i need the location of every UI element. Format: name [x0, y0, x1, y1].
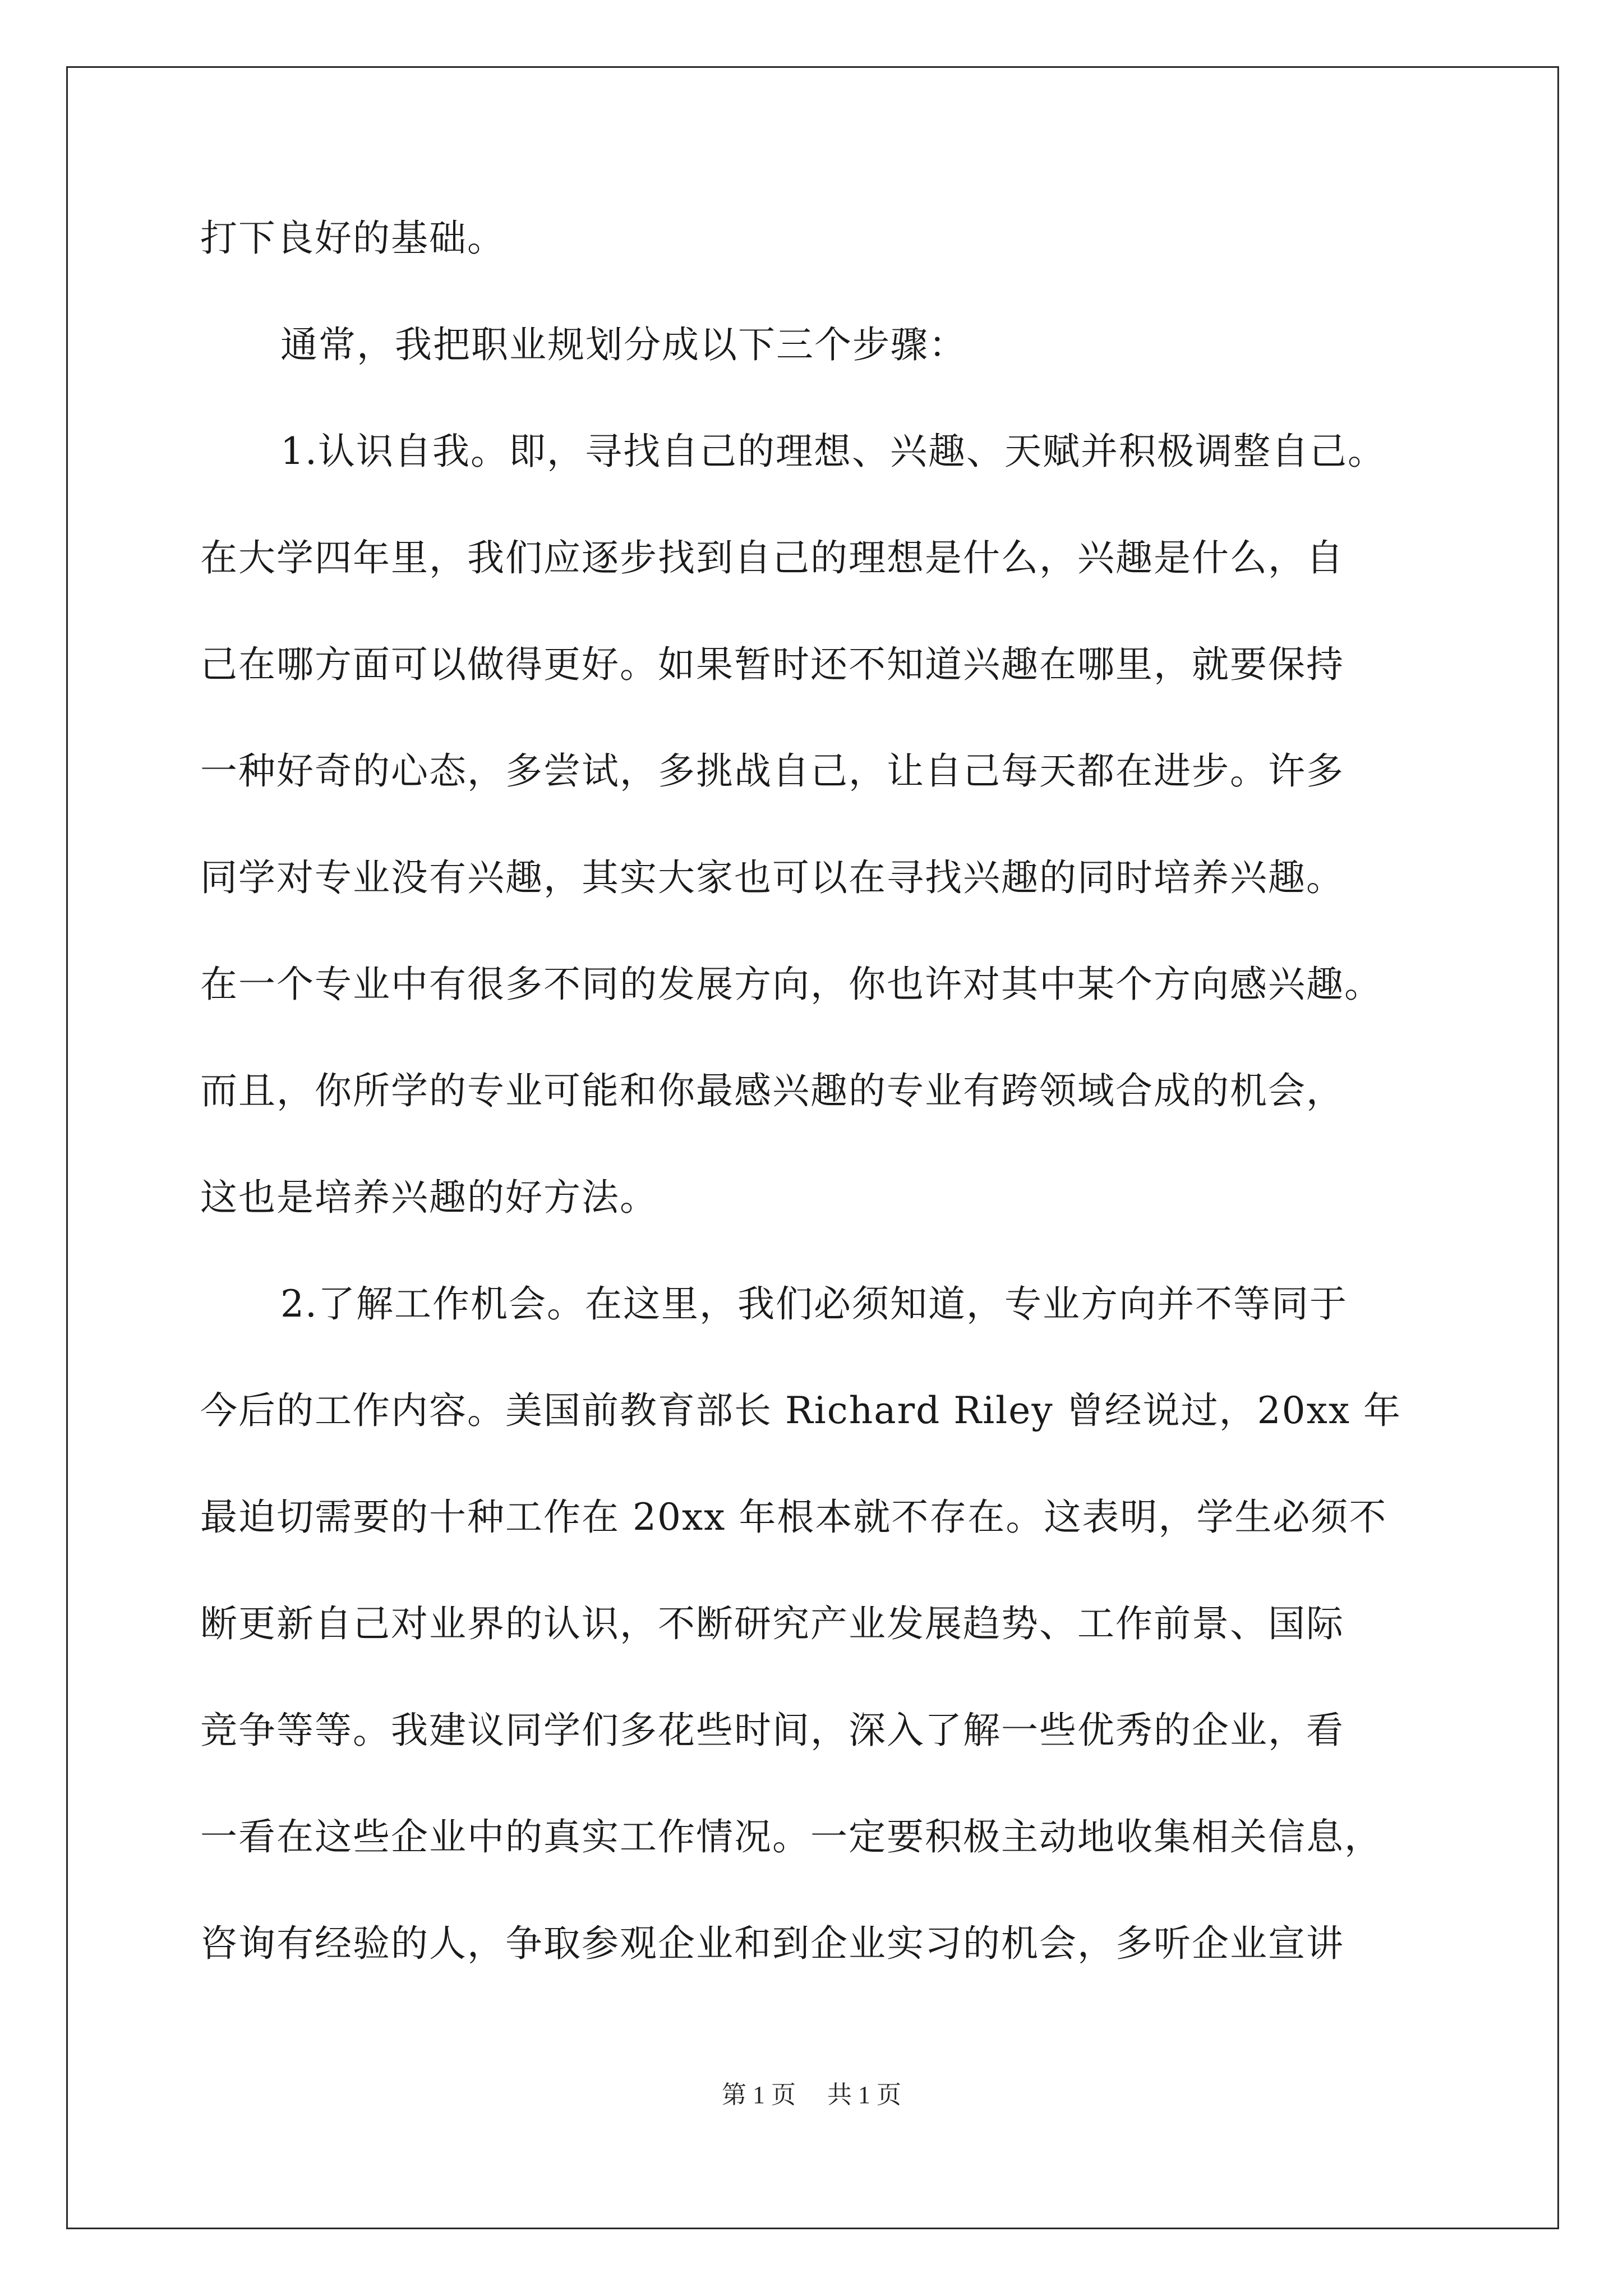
- paragraph-line: 竞争等等。我建议同学们多花些时间，深入了解一些优秀的企业，看: [200, 1709, 1344, 1752]
- paragraph-line: 在大学四年里，我们应逐步找到自己的理想是什么，兴趣是什么，自: [200, 536, 1344, 579]
- paragraph-line: 一种好奇的心态，多尝试，多挑战自己，让自己每天都在进步。许多: [200, 749, 1344, 793]
- page-number-current: 第 1 页: [722, 2081, 796, 2109]
- paragraph-line: 在一个专业中有很多不同的发展方向，你也许对其中某个方向感兴趣。: [200, 963, 1382, 1006]
- paragraph-line: 一看在这些企业中的真实工作情况。一定要积极主动地收集相关信息，: [200, 1815, 1382, 1858]
- paragraph-line: 断更新自己对业界的认识，不断研究产业发展趋势、工作前景、国际: [200, 1602, 1344, 1645]
- page-number-total: 共 1 页: [827, 2081, 901, 2109]
- paragraph-line: 咨询有经验的人，争取参观企业和到企业实习的机会，多听企业宣讲: [200, 1922, 1344, 1965]
- page-border: [66, 66, 1559, 2229]
- paragraph-line: 1.认识自我。即，寻找自己的理想、兴趣、天赋并积极调整自己。: [280, 430, 1386, 473]
- paragraph-line: 今后的工作内容。美国前教育部长 Richard Riley 曾经说过，20xx 年: [200, 1389, 1402, 1432]
- paragraph-line: 打下良好的基础。: [200, 217, 505, 260]
- paragraph-line: 己在哪方面可以做得更好。如果暂时还不知道兴趣在哪里，就要保持: [200, 643, 1344, 686]
- paragraph-line: 而且，你所学的专业可能和你最感兴趣的专业有跨领域合成的机会，: [200, 1069, 1344, 1112]
- page-footer: [0, 2078, 1623, 2112]
- paragraph-line: 这也是培养兴趣的好方法。: [200, 1176, 658, 1219]
- paragraph-line: 最迫切需要的十种工作在 20xx 年根本就不存在。这表明，学生必须不: [200, 1496, 1387, 1539]
- paragraph-line: 通常，我把职业规划分成以下三个步骤：: [280, 323, 967, 366]
- paragraph-line: 同学对专业没有兴趣，其实大家也可以在寻找兴趣的同时培养兴趣。: [200, 856, 1344, 899]
- paragraph-line: 2.了解工作机会。在这里，我们必须知道，专业方向并不等同于: [280, 1282, 1348, 1326]
